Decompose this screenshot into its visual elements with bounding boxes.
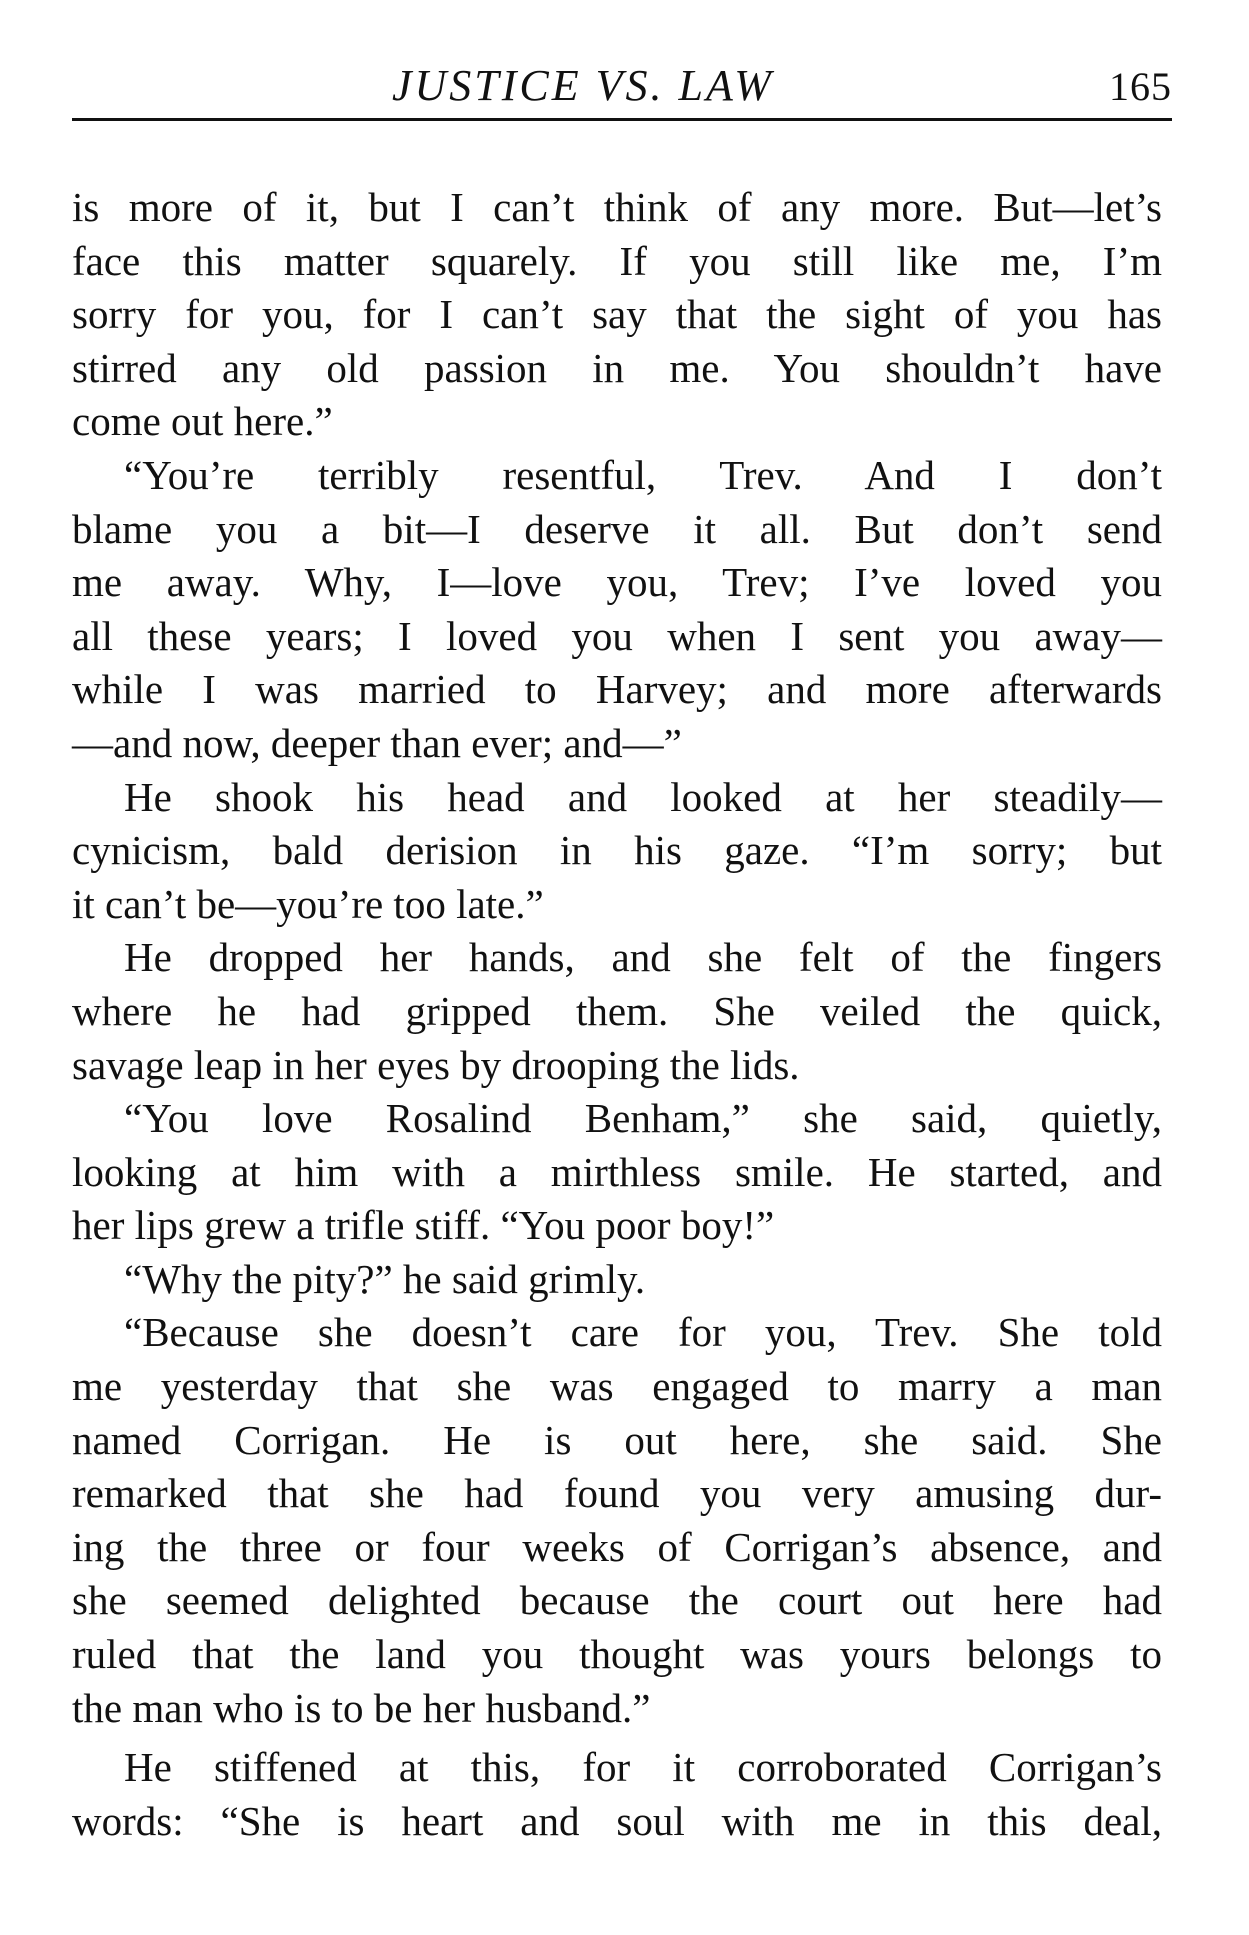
text-line: the man who is to be her husband.”: [72, 1684, 651, 1731]
text-line: cynicism, bald derision in his gaze. “I’m sorry; but: [72, 827, 1162, 874]
text-line: He stiffened at this, for it corroborated Corrigan’s: [124, 1744, 1162, 1791]
text-line: all these years; I loved you when I sent you away—: [72, 612, 1162, 659]
text-line: face this matter squarely. If you still like me, I’m: [72, 237, 1162, 284]
text-line: her lips grew a trifle stiff. “You poor boy!”: [72, 1202, 775, 1249]
text-line: words: “She is heart and soul with me in this deal,: [72, 1797, 1162, 1844]
page-number: 165: [1109, 64, 1172, 109]
text-line: He dropped her hands, and she felt of the fingers: [124, 934, 1162, 981]
text-line: come out here.”: [72, 398, 333, 445]
text-line: “Why the pity?” he said grimly.: [124, 1255, 646, 1302]
text-line: named Corrigan. He is out here, she said. She: [72, 1416, 1162, 1463]
text-line: where he had gripped them. She veiled the quick,: [72, 987, 1162, 1034]
text-line: while I was married to Harvey; and more afterwards: [72, 666, 1162, 713]
text-line: “Because she doesn’t care for you, Trev. She told: [124, 1309, 1162, 1356]
text-line: “You’re terribly resentful, Trev. And I don’t: [124, 451, 1162, 498]
text-line: —and now, deeper than ever; and—”: [72, 719, 682, 766]
text-line: “You love Rosalind Benham,” she said, quietly,: [124, 1095, 1162, 1142]
text-line: stirred any old passion in me. You shouldn’t have: [72, 344, 1162, 391]
page-header: [72, 58, 1172, 118]
text-line: is more of it, but I can’t think of any more. But—let’s: [72, 184, 1162, 230]
text-line: blame you a bit—I deserve it all. But don’t send: [72, 505, 1162, 552]
text-line: she seemed delighted because the court out here had: [72, 1577, 1162, 1624]
text-line: remarked that she had found you very amusing dur-: [72, 1470, 1162, 1517]
text-line: He shook his head and looked at her steadily—: [124, 773, 1162, 820]
text-line: it can’t be—you’re too late.”: [72, 880, 544, 927]
running-title: JUSTICE VS. LAW: [392, 61, 774, 110]
text-line: me away. Why, I—love you, Trev; I’ve loved you: [72, 559, 1162, 606]
text-line: ruled that the land you thought was yours belongs to: [72, 1631, 1162, 1678]
text-line: me yesterday that she was engaged to marry a man: [72, 1363, 1162, 1410]
text-line: sorry for you, for I can’t say that the sight of you has: [72, 291, 1162, 338]
text-line: savage leap in her eyes by drooping the lids.: [72, 1041, 800, 1088]
body-text: [72, 181, 1162, 1848]
text-line: looking at him with a mirthless smile. He started, and: [72, 1148, 1162, 1195]
text-line: ing the three or four weeks of Corrigan’s absence, and: [72, 1523, 1162, 1570]
header-rule: [72, 118, 1172, 121]
